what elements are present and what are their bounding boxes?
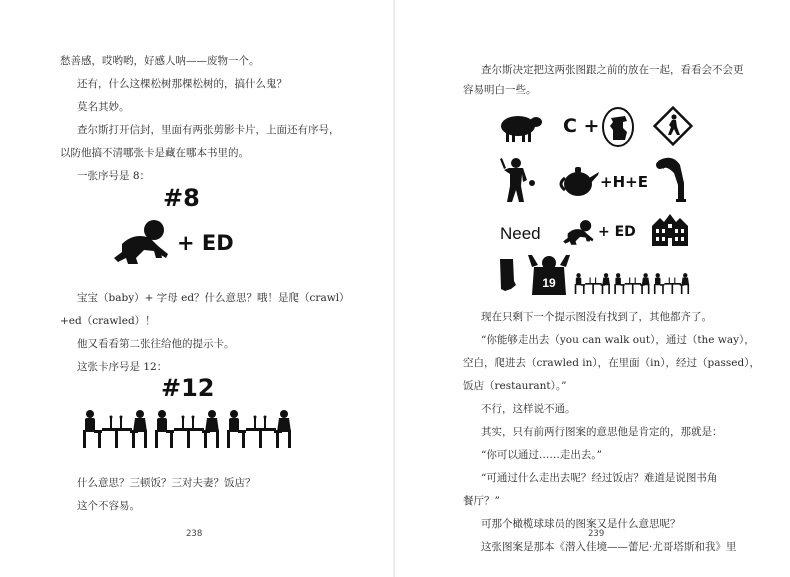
right-page [395,0,790,577]
need-word: Need [500,224,541,243]
text-line: 空白，爬进去（crawled in），在里面（in），经过（passed）， [463,357,760,369]
text-line: 愁善感，哎哟哟，好感人呐——废物一个。 [60,55,260,67]
dining-couples-icon [82,408,296,448]
text-line: 现在只剩下一个提示图没有找到了，其他都齐了。 [481,311,712,323]
sherlock-silhouette-icon [601,106,635,148]
text-line: “你可以通过……走出去。” [481,449,602,461]
text-line: 餐厅？” [463,495,500,507]
page-number: 239 [588,529,605,539]
football-player-icon [528,255,570,295]
text-line: 查尔斯决定把这两张图跟之前的放在一起，看看会不会更 [481,64,744,76]
text-line: +ed（crawled）！ [60,315,156,327]
pedestrian-crossing-sign-icon [653,106,693,146]
text-line: 这个不容易。 [77,500,140,512]
dining-couples-icon [573,272,693,294]
page-number: 238 [186,529,203,539]
sheep-icon [498,112,542,142]
text-line: 以防他搞不清哪张卡是藏在哪本书里的。 [60,147,249,159]
text-line: “可通过什么走出去呢？经过饭店？难道是说图书角 [481,472,718,484]
text-line: 莫名其妙。 [77,101,130,113]
text-line: 他又看看第二张往给他的提示卡。 [77,338,235,350]
text-line: 一张序号是 8： [77,170,151,182]
baseball-player-icon [496,156,536,204]
text-line: 这张卡序号是 12： [77,361,168,373]
mansion-icon [650,212,690,246]
text-line: “你能够走出去（you can walk out），通过（the way）， [481,334,755,346]
bowing-figure-icon [654,155,690,203]
text-line: 查尔斯打开信封，里面有两张剪影卡片，上面还有序号， [77,124,340,136]
plus-ed-label: + ED [598,224,636,240]
state-map-icon [499,259,517,291]
text-line: 容易明白一些。 [463,84,537,96]
text-line: 还有，什么这棵松树那棵松树的，搞什么鬼？ [77,78,287,90]
text-line: 饭店（restaurant）。” [463,380,567,392]
text-line: 可那个橄榄球球员的图案又是什么意思呢？ [481,518,681,530]
text-line: 宝宝（baby）+ 字母 ed？什么意思？哦！是爬（crawl） [77,292,350,304]
crawling-baby-icon [114,218,174,268]
card12-label: #12 [161,374,215,402]
card8-label: #8 [163,184,200,212]
c-plus-label: C + [563,115,600,137]
text-line: 什么意思？三顿饭？三对夫妻？饭店？ [77,477,256,489]
card8-plus-ed: + ED [177,231,234,255]
h-plus-e-label: +H+E [600,173,648,191]
text-line: 不行，这样说不通。 [481,403,576,415]
jersey-number: 19 [542,276,556,290]
text-line: 其实，只有前两行图案的意思他是肯定的，那就是： [481,426,723,438]
crawling-baby-icon [563,219,597,247]
teapot-icon [559,164,599,198]
text-line: 这张图案是那本《潜入佳境——蕾尼·尤哥塔斯和我》里 [481,541,737,553]
